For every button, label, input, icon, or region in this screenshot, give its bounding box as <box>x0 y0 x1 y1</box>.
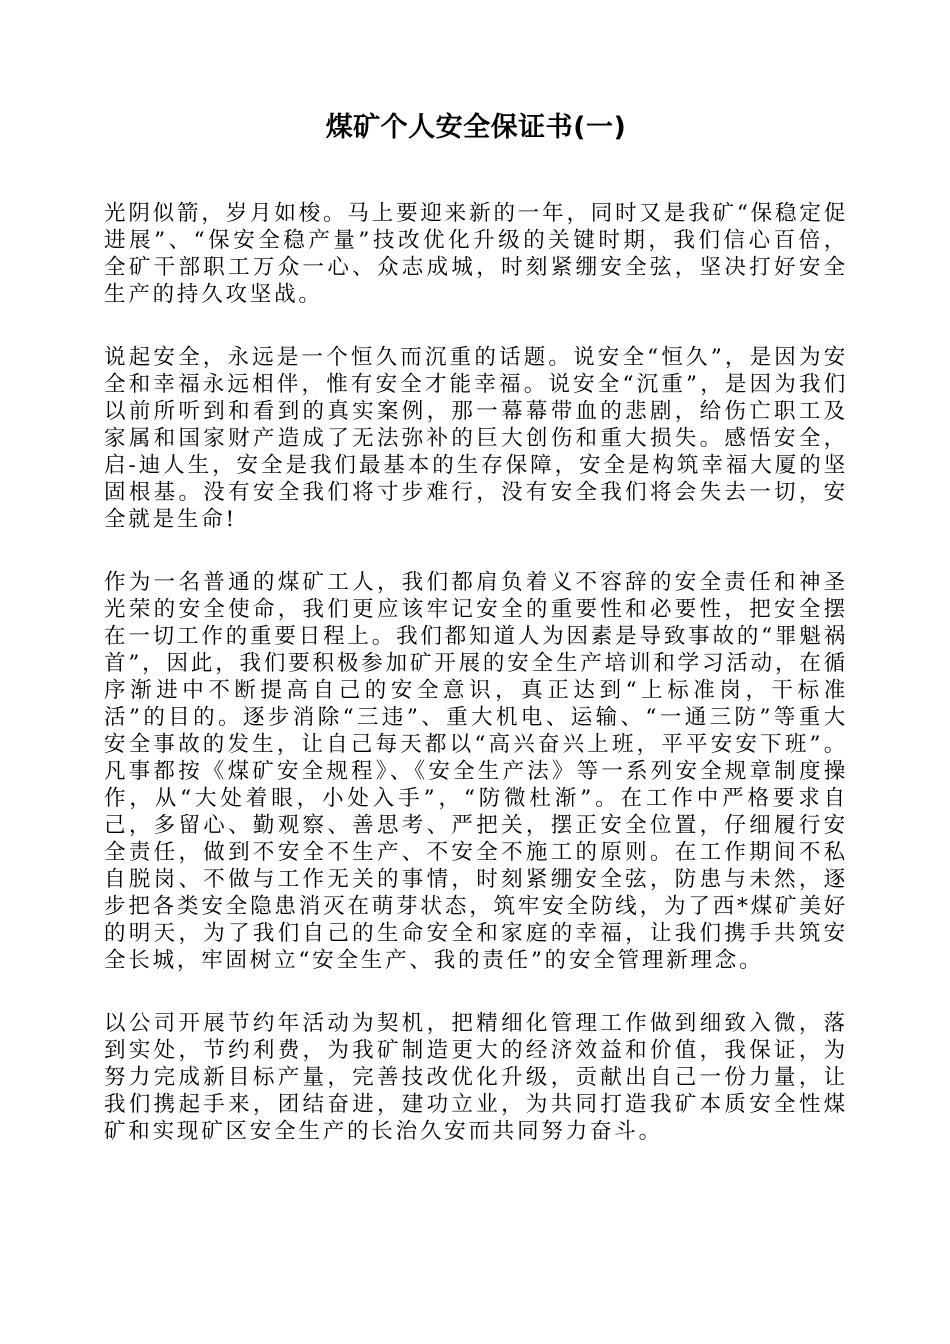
document-title: 煤矿个人安全保证书(一) <box>325 112 627 143</box>
paragraph-intro: 光阴似箭，岁月如梭。马上要迎来新的一年，同时又是我矿“保稳定促进展”、“保安全稳产量”技改优化升级的关键时期，我们信心百倍，全矿干部职工万众一心、众志成城，时刻紧绷安全弦，坚决打好安全生产的持久攻坚战。 <box>104 201 848 307</box>
paragraph-responsibility: 作为一名普通的煤矿工人，我们都肩负着义不容辞的安全责任和神圣光荣的安全使命，我们更应该牢记安全的重要性和必要性，把安全摆在一切工作的重要日程上。我们都知道人为因素是导致事故的“罪魁祸首”，因此，我们要积极参加矿开展的安全生产培训和学习活动，在循序渐进中不断提高自己的安全意识，真正达到“上标准岗，干标准活”的目的。逐步消除“三违”、重大机电、运输、“一通三防”等重大安全事故的发生，让自己每天都以“高兴奋兴上班，平平安安下班”。凡事都按《煤矿安全规程》、《安全生产法》等一系列安全规章制度操作，从“大处着眼，小处入手”，“防微杜渐”。在工作中严格要求自己，多留心、勤观察、善思考、严把关，摆正安全位置，仔细履行安全责任，做到不安全不生产、不安全不施工的原则。在工作期间不私自脱岗、不做与工作无关的事情，时刻紧绷安全弦，防患与未然，逐步把各类安全隐患消灭在萌芽状态，筑牢安全防线，为了西*煤矿美好的明天，为了我们自己的生命安全和家庭的幸福，让我们携手共筑安全长城，牢固树立“安全生产、我的责任”的安全管理新理念。 <box>104 570 848 973</box>
paragraph-safety-meaning: 说起安全，永远是一个恒久而沉重的话题。说安全“恒久”，是因为安全和幸福永远相伴，惟有安全才能幸福。说安全“沉重”，是因为我们以前所听到和看到的真实案例，那一幕幕带血的悲剧，给伤亡职工及家属和国家财产造成了无法弥补的巨大创伤和重大损失。感悟安全，启-迪人生，安全是我们最基本的生存保障，安全是构筑幸福大厦的坚固根基。没有安全我们将寸步难行，没有安全我们将会失去一切，安全就是生命! <box>104 345 848 532</box>
paragraph-pledge: 以公司开展节约年活动为契机，把精细化管理工作做到细致入微，落到实处，节约利费，为我矿制造更大的经济效益和价值，我保证，为努力完成新目标产量，完善技改优化升级，贡献出自己一份力量，让我们携起手来，团结奋进，建功立业，为共同打造我矿本质安全性煤矿和实现矿区安全生产的长治久安而共同努力奋斗。 <box>104 1011 848 1144</box>
document-body <box>104 200 848 1145</box>
